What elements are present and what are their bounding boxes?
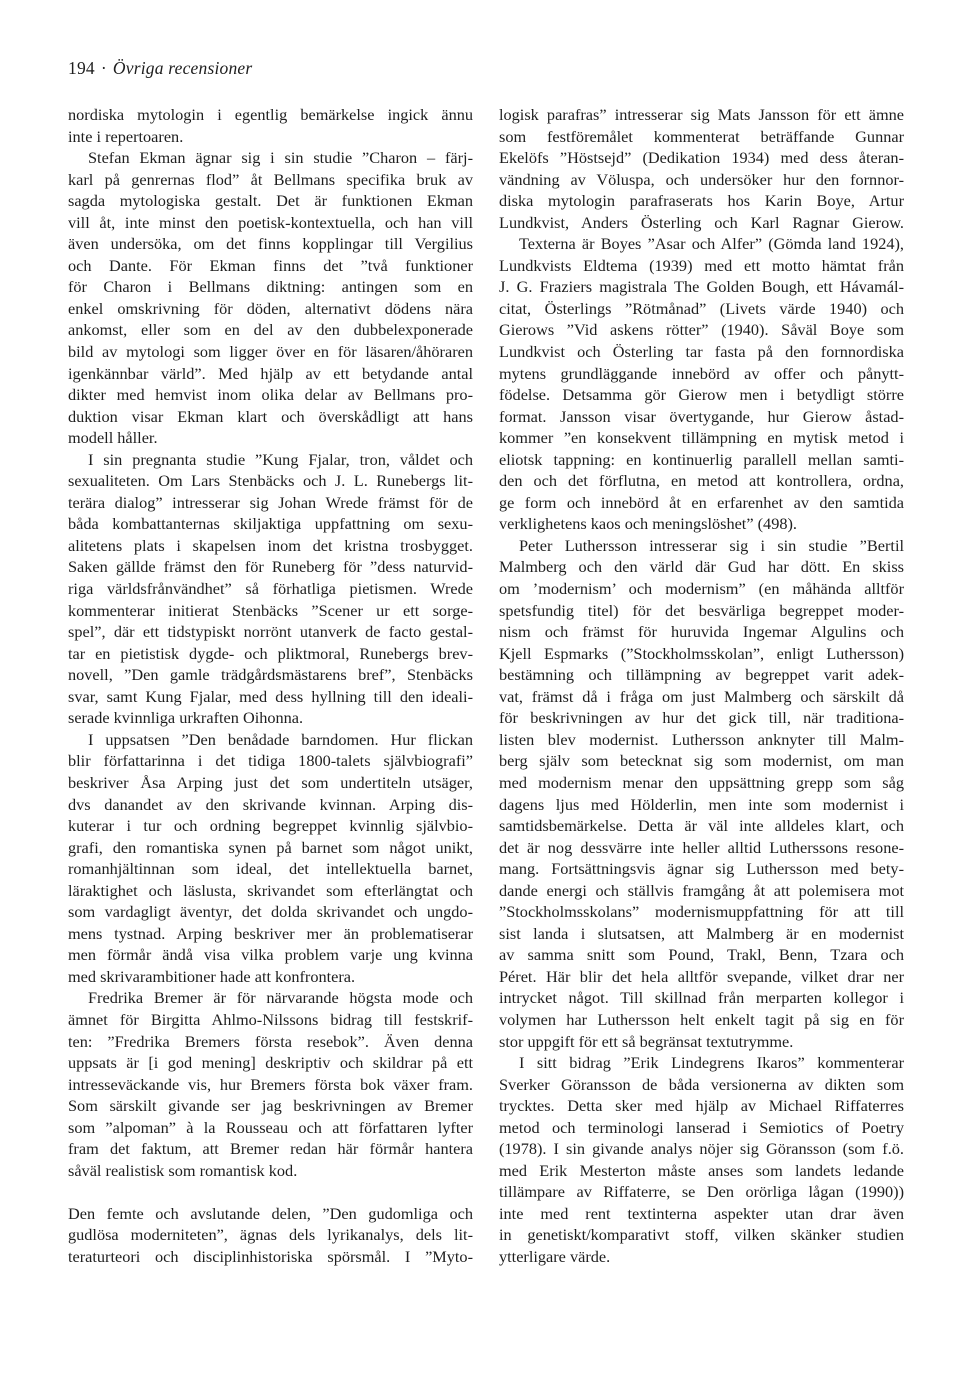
text-line: Lundkvist och Österling tar fasta på den fornnordiska [499,342,904,362]
text-line: Den femte och avslutande delen, ”Den gudomliga och [68,1203,473,1223]
text-line: kommer ”en konsekvent tillämpning en mytisk metod i [499,428,904,448]
text-line: serade kvinnliga urkraften Oihonna. [68,708,304,728]
text-line: dvs danandet av den skrivande kvinnan. Arping dis- [68,794,473,814]
text-line: inte i repertoaren. [68,126,184,146]
text-line: med modernism menar den uppsättning grepp som såg [499,772,904,792]
text-line: riga världsfrånvändhet” så förhatliga pietismen. Wrede [68,579,473,599]
text-line: svar, samt Kung Fjalar, med dess hyllning till den ideali- [68,686,473,706]
text-line: igenkännbar värld”. Med hjälp av ett betydande antal [68,363,473,383]
header-separator: · [100,58,107,78]
text-line: vill åt, inte minst den poetisk-kontextuella, och han vill [68,212,473,232]
text-line: för beskrivningen av hur det gick till, när traditiona- [499,708,904,728]
text-line: tar en pietistisk dygde- och pliktmoral, Runebergs brev- [68,643,473,663]
text-line: och Dante. För Ekman finns det ”två funktioner [68,255,473,275]
text-line: spel”, där ett tidstypiskt norrönt utanverk de facto gestal- [68,622,473,642]
text-line: ankomst, eller som en del av den dubbelexponerade [68,320,473,340]
text-line: Peter Luthersson intresserar sig i sin studie ”Bertil [519,535,904,555]
text-line: Péret. Här blir det hela alltför svepande, vilket drar ner [499,966,904,986]
text-line: dande energi och ställvis framgång åt att polemisera mot [499,880,904,900]
text-line: även undersöka, om det finns kopplingar till Vergilius [68,234,473,254]
text-line: Saken gällde främst den för Runeberg för ”dess naturvid- [68,557,473,577]
text-line: om ’modernism’ och modernism” (en måhända alltför [499,579,904,599]
text-line: I uppsatsen ”Den benådade barndomen. Hur flickan [88,729,473,749]
text-line: Stefan Ekman ägnar sig i sin studie ”Charon – färj- [88,148,473,168]
text-line: enkel omskrivning för döden, alternativt dödens nära [68,298,473,318]
text-line: berg själv som betecknat sig som modernist, om man [499,751,904,771]
text-line: bestämning och tillämpning av begreppet varit adek- [499,665,904,685]
text-line: tillämpare av Riffaterre, se Den orörliga lågan (1990)) [499,1182,904,1202]
text-line: bild av mytologi som ligger över en för läsaren/åhöraren [68,342,473,362]
text-line: alitetens plats i skapelsen inom det kristna trosbygget. [68,535,473,555]
text-line: mens tystnad. Arping beskriver mer än problematiserar [68,923,473,943]
text-line: gudlösa moderniteten”, ägnas dels lyrikanalys, dels lit- [68,1225,473,1245]
text-line: kuterar i tur och ordning begreppet kvinnlig självbio- [68,816,473,836]
text-line: I sitt bidrag ”Erik Lindegrens Ikaros” kommenterar [519,1053,904,1073]
text-line: ”Stockholmsskolans” modernismuppfattning för att till [499,902,904,922]
text-line: ämnet för Birgitta Ahlmo-Nilssons bidrag till festskrif- [68,1009,473,1029]
text-line: ge form och innebörd åt en erfarenhet av den samtida [499,492,904,512]
text-line: citat, Österlings ”Rötmånad” (Livets värde 1940) och [499,298,904,318]
text-line: som festföremålet kommenterat beträffande Gunnar [499,126,904,146]
text-line: läraktighet och läslusta, skrivandet som efterlängtat och [68,880,473,900]
text-line: med Erik Mesterton måste anses som landets ledande [499,1160,904,1180]
text-line: verklighetens kaos och meningslöshet” (498). [499,514,797,534]
text-line: sist landa i slutsatsen, att Malmberg är en modernist [499,923,904,943]
text-line: trycktes. Detta sker med hjälp av Michael Riffaterres [499,1096,904,1116]
text-line: samtidsbemärkelse. Detta är väl inte alldeles klart, och [499,816,904,836]
text-line: Fredrika Bremer är för närvarande högsta mode och [88,988,473,1008]
text-line: fram det faktum, att Bremer redan här förmår hantera [68,1139,473,1159]
text-line: duktion visar Ekman klart och överskådligt att hans [68,406,473,426]
text-line: som ”alpoman” à la Rousseau och att författaren lyfter [68,1117,473,1137]
text-line: det är nog dessvärre inte heller alltid Lutherssons resone- [499,837,904,857]
text-line: Malmberg och den värld där Gud har dött. En skiss [499,557,904,577]
text-line: format. Jansson visar övertygande, hur Gierow åstad- [499,406,904,426]
text-line: som vardagligt äventyr, det dolda skrivandet och ungdo- [68,902,473,922]
text-line: för Charon i Bellmans diktning: antingen som en [68,277,473,297]
text-line: I sin pregnanta studie ”Kung Fjalar, tron, våldet och [88,449,473,469]
text-line: såväl realistisk som romantisk kod. [68,1160,298,1180]
text-line: stor uppgift för ett så begränsat textutrymme. [499,1031,794,1051]
text-line: Sverker Göransson de båda versionerna av dikten som [499,1074,904,1094]
text-line: mytens grundläggande innebörd av offer och pånytt- [499,363,904,383]
text-line: karl på genrernas flod” åt Bellmans specifika bruk av [68,169,473,189]
page-number: 194 [68,58,95,78]
text-line: med skrivarambitioner hade att konfrontera. [68,966,356,986]
text-line: den och det förflutna, en metod att kontrollera, ordna, [499,471,904,491]
text-line: blir författarinna i det tidiga 1800-talets självbiografi” [68,751,473,771]
text-line: eliotsk tappning: en kontinuerlig parallell mellan samti- [499,449,904,469]
text-line: metod och terminologi lanserad i Semiotics of Poetry [499,1117,904,1137]
text-line: volymen har Luthersson helt enkelt tagit på sig en för [499,1009,904,1029]
text-line: in genetiskt/komparativt stoff, vilken skänker studien [499,1225,904,1245]
text-line: födelse. Detsamma gör Gierow men i betydligt större [499,385,904,405]
text-line: dikter med hemvist inom olika delar av Bellmans pro- [68,385,473,405]
text-line: nordiska mytologin i egentlig bemärkelse ingick ännu [68,105,473,124]
text-line: J. G. Fraziers magistrala The Golden Bough, ett Hávamál- [499,277,904,297]
text-line: dagens ljus med Hölderlin, men inte som modernist i [499,794,904,814]
text-line: Texterna är Boyes ”Asar och Alfer” (Gömda land 1924), [519,234,904,254]
text-line: terära dialog” intresserar sig Johan Wrede främst för de [68,492,473,512]
text-line: inte med rent textinterna aspekter utan drar även [499,1203,904,1223]
text-line: intresseväckande vis, hur Bremers första bok växer fram. [68,1074,473,1094]
text-line: beskriver Åsa Arping just det som undertiteln utsäger, [68,772,473,792]
text-line: uppsats är [i god mening] deskriptiv och skildrar på ett [68,1053,473,1073]
text-line: teraturteori och disciplinhistoriska spörsmål. I ”Myto- [68,1246,473,1266]
text-line: (1978). I sin givande analys nöjer sig Göransson (som f.ö. [499,1139,904,1159]
text-line: Kjell Espmarks (”Stockholmsskolan”, enligt Luthersson) [499,643,904,663]
text-line: Lundkvist, Anders Österling och Karl Ragnar Gierow. [499,212,904,232]
text-line: Som särskilt givande ser jag beskrivningen av Bremer [68,1096,473,1116]
text-line: sexualiteten. Om Lars Stenbäcks och J. L. Runebergs lit- [68,471,473,491]
text-line: nism och främst för huruvida Ingemar Algulins och [499,622,904,642]
text-line: Ekelöfs ”Höstsejd” (Dedikation 1934) med dess återan- [499,148,904,168]
text-line: ytterligare värde. [499,1246,611,1266]
running-header [68,58,252,79]
text-line: sagda mytologiska gestalt. Det är funktionen Ekman [68,191,473,211]
left-text-column [68,104,473,1268]
text-line: intrycket något. Till skillnad från merparten kollegor i [499,988,904,1008]
text-line: logisk parafras” intresserar sig Mats Jansson för ett ämne [499,105,904,124]
text-line: diska mytologin parafraserats hos Karin Boye, Artur [499,191,904,211]
text-line: listen blev modernist. Luthersson anknyter till Malm- [499,729,904,749]
text-line: spetsfundig titel) för det besvärliga begreppet moder- [499,600,904,620]
text-line: novell, ”Den gamle trädgårdsmästarens bref”, Stenbäcks [68,665,473,685]
text-line: kommenterar initierat Stenbäcks ”Scener ur ett sorge- [68,600,473,620]
text-line: modell håller. [68,428,158,448]
text-line: ten: ”Fredrika Bremers första resebok”. Även denna [68,1031,473,1051]
text-line: grafi, den romantiska synen på barnet som något unikt, [68,837,473,857]
text-line: Gierows ”Vid askens rötter” (1940). Såväl Boye som [499,320,904,340]
section-title: Övriga recensioner [112,58,253,78]
right-text-column [499,104,904,1268]
text-line: mang. Fortsättningsvis ägnar sig Luthersson med bety- [499,859,904,879]
text-line: av samma snitt som Pound, Trakl, Benn, Tzara och [499,945,904,965]
text-line: vat, främst då i fråga om just Malmberg och särskilt då [499,686,904,706]
text-line: båda kombattanternas skiljaktiga uppfattning om sexu- [68,514,473,534]
text-line: vändning av Völuspa, och undersöker hur den fornnor- [499,169,904,189]
text-line: men förmår ändå visa vilka problem varje ung kvinna [68,945,473,965]
text-line: Lundkvists Eldtema (1939) med ett motto hämtat från [499,255,904,275]
text-line: romanhjältinnan som ideal, det intellektuella barnet, [68,859,473,879]
